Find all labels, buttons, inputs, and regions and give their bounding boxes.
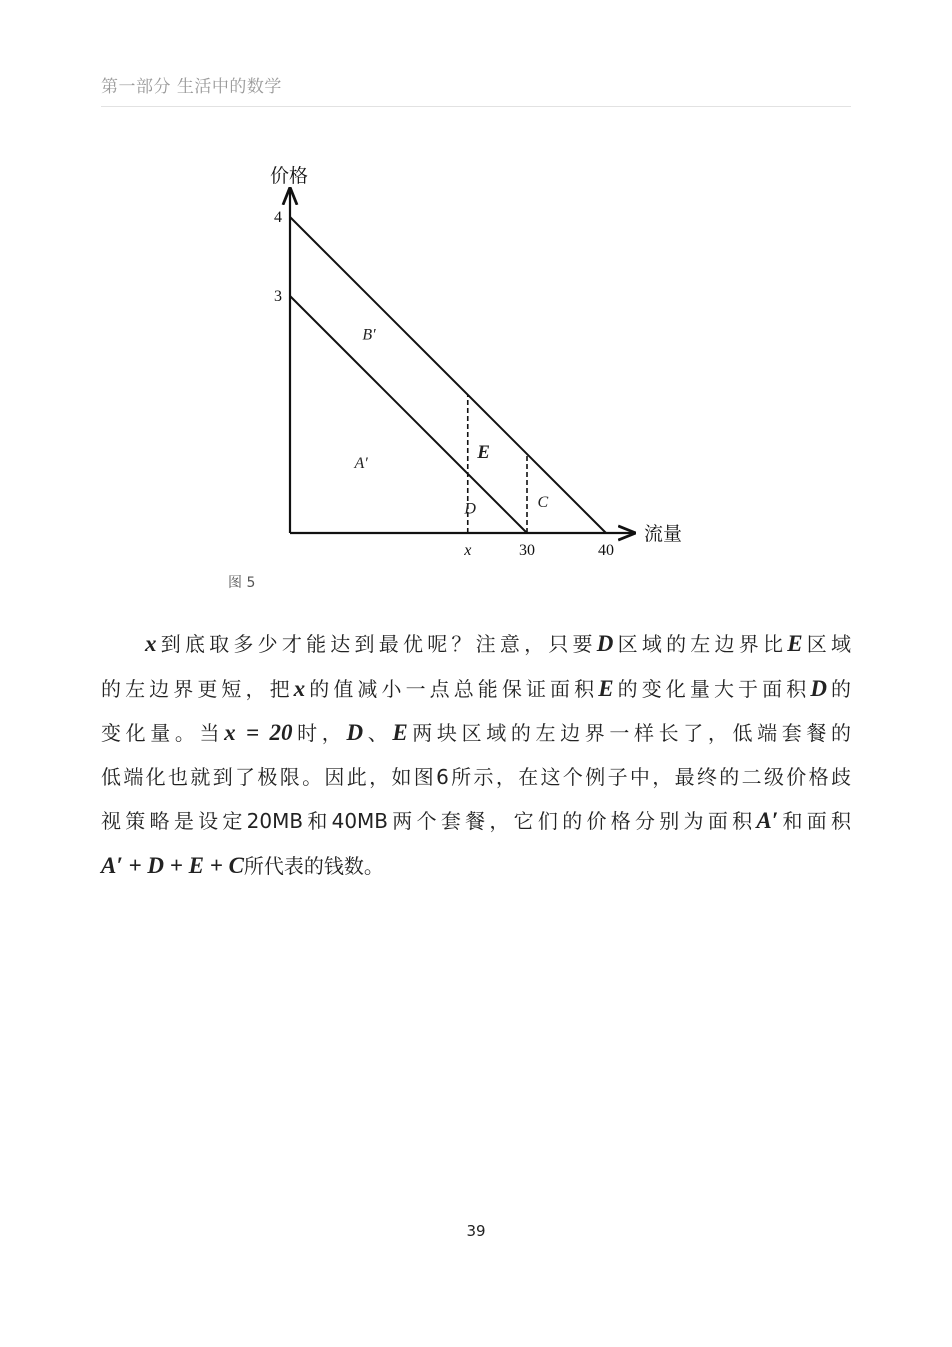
x-tick-label: 40 [598, 542, 614, 559]
text-run: 变化量。当 [101, 721, 225, 745]
text-run: 两块区域的左边界一样长了，低端套餐的 [407, 721, 852, 745]
x-tick-label: x [464, 542, 472, 559]
math-d: D [810, 675, 827, 701]
paragraph-line-3 [101, 711, 851, 756]
y-tick-label: 3 [274, 288, 282, 305]
paragraph-line-5 [101, 799, 851, 844]
y-axis-label: 价格 [270, 166, 309, 187]
region-label: D [464, 500, 476, 518]
text-run: 时， [292, 721, 347, 745]
text-run: 、 [363, 721, 393, 745]
figure-caption: 图 5 [228, 575, 256, 591]
price-quantity-diagram [230, 160, 710, 560]
text-run: 的变化量大于面积 [613, 676, 811, 701]
math-e: E [392, 720, 408, 745]
text-run: 低端化也就到了极限。因此，如图6所示，在这个例子中，最终的二级价格歧 [101, 764, 851, 789]
math-e: E [787, 631, 803, 656]
demand-line-1 [290, 217, 606, 533]
x-axis-label: 流量 [644, 524, 683, 545]
math-d: D [346, 720, 364, 745]
body-paragraph [101, 622, 851, 888]
text-run: 和面积 [778, 809, 852, 833]
demand-line-2 [290, 296, 527, 533]
region-label: A′ [354, 455, 368, 473]
header-divider [101, 106, 851, 107]
region-label: B′ [362, 326, 376, 344]
math-area-sum: A′ + D + E + C [101, 852, 244, 878]
math-x-equals-20: x = 20 [224, 720, 293, 745]
text-run: 区域 [802, 632, 852, 656]
text-run: 的 [826, 676, 852, 701]
math-a-prime: A′ [756, 808, 779, 833]
paragraph-line-2 [101, 667, 851, 712]
math-x: x [145, 631, 157, 656]
y-tick-label: 4 [274, 209, 282, 226]
math-d: D [596, 631, 614, 656]
text-run: 视策略是设定20MB和40MB两个套餐，它们的价格分别为面积 [101, 809, 757, 833]
figure-5 [230, 160, 710, 560]
paragraph-line-6 [101, 844, 851, 889]
region-label: C [537, 493, 549, 511]
page-number: 39 [466, 1222, 486, 1240]
paragraph-line-4 [101, 756, 851, 800]
text-run: 到底取多少才能达到最优呢？注意，只要 [156, 632, 597, 656]
running-header: 第一部分 生活中的数学 [101, 77, 282, 97]
x-tick-label: 30 [519, 542, 535, 559]
region-label: E [477, 441, 490, 463]
paragraph-line-1 [101, 622, 851, 667]
text-run: 所代表的钱数。 [243, 853, 384, 878]
text-run: 的值减小一点总能保证面积 [305, 676, 599, 701]
text-run: 的左边界更短，把 [101, 676, 294, 701]
math-e: E [598, 675, 614, 701]
math-x: x [293, 675, 306, 701]
text-run: 区域的左边界比 [613, 632, 788, 656]
